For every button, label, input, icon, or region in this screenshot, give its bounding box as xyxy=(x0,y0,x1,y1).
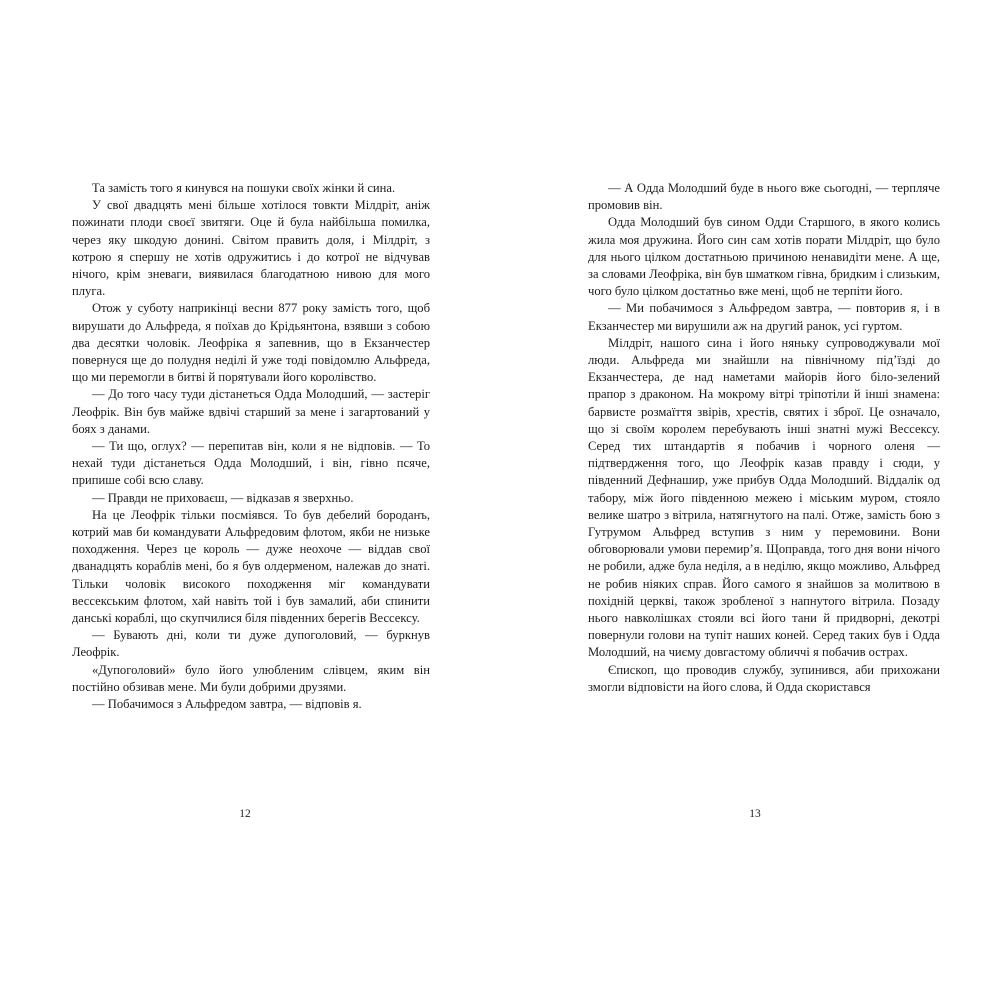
paragraph: — Ти що, оглух? — перепитав він, коли я не відповів. — То нехай туди дістанеться Одда Молодший, і він, гівно псяче, припише собі всю славу. xyxy=(72,439,430,488)
paragraph: Отож у суботу наприкінці весни 877 року замість того, щоб вирушати до Альфреда, я поїхав до Крідьянтона, взявши з собою два десятки чоловік. Леофріка я запевнив, що в Екзанчестер повернуся ще до полудня неділі й уже тоді повідомлю Альфреда, що ми перемогли в битві й порятували його королівство. xyxy=(72,301,430,385)
paragraph: — Ми побачимося з Альфредом завтра, — повторив я, і в Екзанчестер ми вирушили аж на другий ранок, усі гуртом. xyxy=(588,301,940,333)
paragraph: — Побачимося з Альфредом завтра, — відповів я. xyxy=(92,697,362,712)
paragraph: — Правди не приховаєш, — відказав я зверхньо. xyxy=(92,490,354,505)
right-page-text-column xyxy=(588,180,940,696)
paragraph: — Бувають дні, коли ти дуже дупоголовий, — буркнув Леофрік. xyxy=(72,628,430,660)
right-page xyxy=(570,180,940,1000)
page-number-right: 13 xyxy=(749,808,761,820)
paragraph: Єпископ, що проводив службу, зупинився, аби прихожани змогли відповісти на його слова, й Одда скористався xyxy=(588,662,940,694)
paragraph: Та замість того я кинувся на пошуки своїх жінки й сина. xyxy=(92,181,396,195)
two-page-spread xyxy=(60,0,940,1000)
left-page-text-column xyxy=(72,180,430,713)
paragraph: На це Леофрік тільки посміявся. То був дебелий бороданъ, котрий мав би командувати Альфредовим флотом, якби не низьке походження. Через це король — дуже неохоче — віддав свої дванадцять кораблів мені, бо я був олдерменом, належав до знаті. Тільки чоловік високого походження міг командувати вессекським флотом, хай навіть той і був замалий, аби спинити данські кораблі, що скупчилися біля південних берегів Вессексу. xyxy=(72,507,430,626)
paragraph: Мілдріт, нашого сина і його няньку супроводжували мої люди. Альфреда ми знайшли на північному під’їзді до Екзанчестера, де над наметами майорів його біло-зелений прапор з драконом. На мокрому вітрі тріпотіли й інші знамена: барвисте розмаїття звірів, хрестів, святих і зброї. Це означало, що зі своїм королем перебувають інші знатні мужі Вессексу. Серед тих штандартів я побачив і чорного оленя — підтвердження того, що Леофрік казав правду і сюди, у південний Дефнашир, уже прибув Одда Молодший. Віддалік од табору, між його південною межею і міським муром, стояло велике шатро з вітрила, натягнутого на палі. Отже, замість бою з Гутрумом Альфред вступив з ним у перемовини. Вони обговорювали умови перемир’я. Щоправда, того дня вони нічого не робили, адже була неділя, а в неділю, якщо можливо, Альфред не робив ніяких справ. Його самого я знайшов за молитвою в похідній церкві, також зробленої з напнутого вітрила. Позаду нього навколішках стояли всі його тани й придворні, декотрі повернули голови на тупіт наших коней. Серед таких був і Одда Молодший, на чиєму довгастому обличчі я побачив острах. xyxy=(588,335,940,660)
paragraph: У свої двадцять мені більше хотілося товкти Мілдріт, аніж пожинати плоди своєї звитяги. Оце й була найбільша помилка, через яку шкодую донині. Світом править доля, і Мілдріт, з котрою я спершу не хотів одружитись і до котрої не відчував нічого, крім зневаги, виявилася благодатною нивою для мого плуга. xyxy=(72,198,430,299)
paragraph: — А Одда Молодший буде в нього вже сьогодні, — терпляче промовив він. xyxy=(588,181,940,213)
paragraph: «Дупоголовий» було його улюбленим слівцем, яким він постійно обзивав мене. Ми були добрими друзями. xyxy=(72,662,430,694)
left-page xyxy=(60,180,430,1000)
paragraph: Одда Молодший був сином Одди Старшого, в якого колись жила моя дружина. Його син сам хотів порати Мілдріт, що було для нього цілком достатньою причиною ненавидіти мене. А ще, за словами Леофріка, він був шматком гівна, бридким і слизьким, чого було цілком достатньо вже мені, щоб не терпіти його. xyxy=(588,215,940,299)
paragraph: — До того часу туди дістанеться Одда Молодший, — застеріг Леофрік. Він був майже вдвічі старший за мене і загартований у боях з данами. xyxy=(72,387,430,436)
page-number-left: 12 xyxy=(239,808,251,820)
